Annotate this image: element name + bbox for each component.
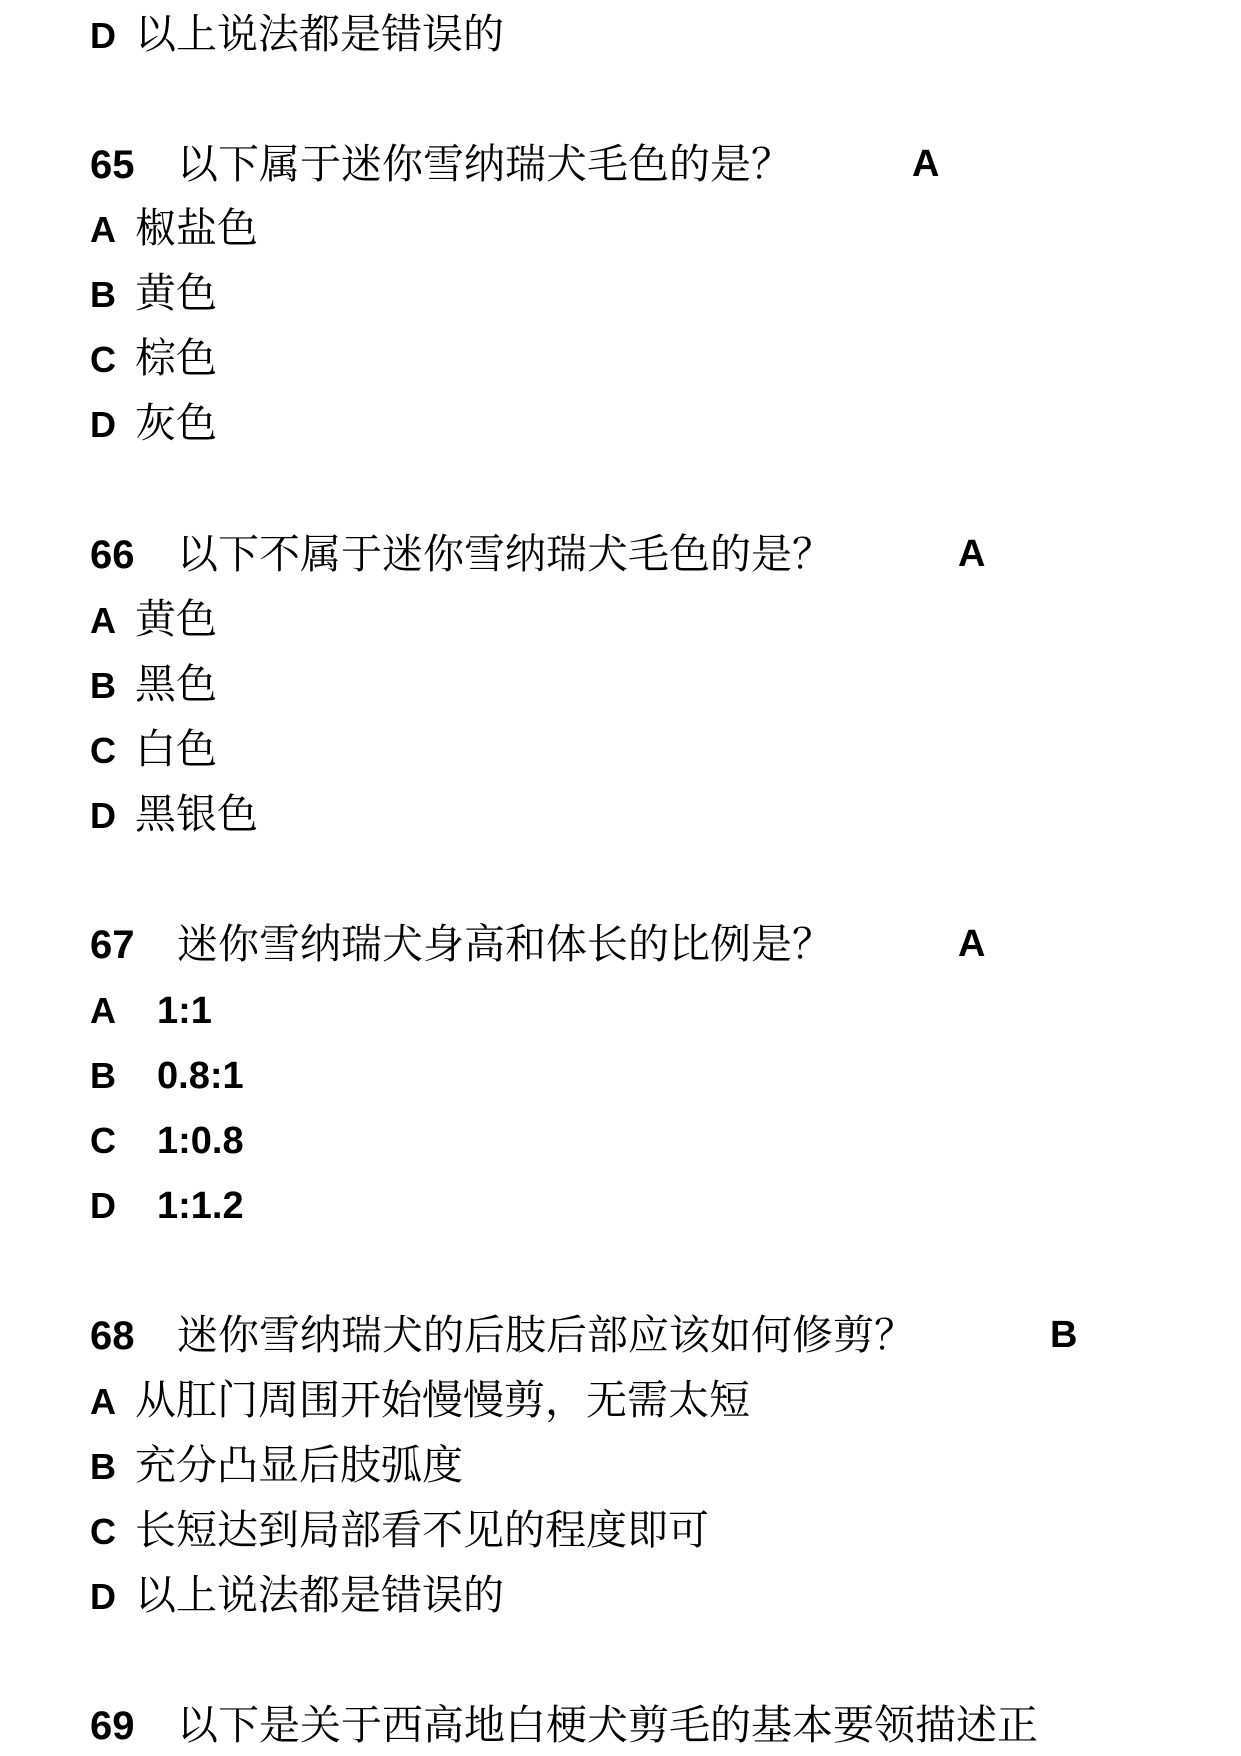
option-letter: D	[90, 15, 116, 56]
option-text: 灰色	[135, 399, 217, 447]
question-number: 67	[90, 923, 135, 967]
option-letter: D	[90, 404, 116, 445]
option-letter: B	[90, 1446, 116, 1487]
option-text: 黑色	[135, 660, 217, 708]
question-number: 69	[90, 1704, 135, 1748]
option-letter: D	[90, 795, 116, 836]
question-text: 以下是关于西高地白梗犬剪毛的基本要领描述正	[177, 1701, 1038, 1749]
option-text: 以上说法都是错误的	[135, 1571, 504, 1619]
option-letter: C	[90, 339, 116, 380]
option-letter: B	[90, 1055, 116, 1096]
option-c	[90, 1109, 244, 1169]
option-text: 长短达到局部看不见的程度即可	[135, 1506, 709, 1554]
option-b	[90, 263, 217, 323]
option-text: 黄色	[135, 269, 217, 317]
question-67	[90, 914, 833, 974]
option-text: 1:0.8	[157, 1120, 244, 1162]
option-text: 黄色	[135, 595, 217, 643]
option-letter: A	[90, 600, 116, 641]
option-d	[90, 1565, 504, 1625]
option-d	[90, 1174, 244, 1234]
option-text: 0.8:1	[157, 1055, 244, 1097]
option-text: 棕色	[135, 334, 217, 382]
question-69	[90, 1695, 1038, 1755]
option-b	[90, 1435, 463, 1495]
option-c	[90, 719, 217, 779]
answer-key: A	[912, 143, 940, 185]
option-b	[90, 654, 217, 714]
question-68	[90, 1305, 915, 1365]
option-d	[90, 784, 258, 844]
option-text: 充分凸显后肢弧度	[135, 1441, 463, 1489]
option-a	[90, 589, 217, 649]
question-number: 68	[90, 1314, 135, 1358]
question-number: 66	[90, 533, 135, 577]
option-letter: C	[90, 1120, 116, 1161]
option-c	[90, 1500, 709, 1560]
question-65	[90, 134, 792, 194]
option-text: 1:1	[157, 990, 212, 1032]
answer-key: A	[958, 923, 986, 965]
option-letter: A	[90, 1381, 116, 1422]
option-letter: D	[90, 1185, 116, 1226]
answer-key: A	[958, 533, 986, 575]
option-letter: A	[90, 209, 116, 250]
option-a	[90, 1370, 750, 1430]
option-text: 从肛门周围开始慢慢剪，无需太短	[135, 1376, 750, 1424]
option-letter: C	[90, 730, 116, 771]
answer-key: B	[1050, 1314, 1078, 1356]
option-text: 以上说法都是错误的	[135, 10, 504, 58]
option-text: 白色	[135, 725, 217, 773]
question-number: 65	[90, 143, 135, 187]
prev-option-d	[90, 4, 504, 64]
option-letter: A	[90, 990, 116, 1031]
option-text: 椒盐色	[135, 204, 258, 252]
option-b	[90, 1044, 244, 1104]
question-66	[90, 524, 833, 584]
question-text: 迷你雪纳瑞犬的后肢后部应该如何修剪？	[177, 1311, 915, 1359]
option-a	[90, 979, 212, 1039]
option-letter: B	[90, 665, 116, 706]
question-text: 以下属于迷你雪纳瑞犬毛色的是？	[177, 140, 792, 188]
option-letter: C	[90, 1511, 116, 1552]
question-text: 迷你雪纳瑞犬身高和体长的比例是？	[177, 920, 833, 968]
option-a	[90, 198, 258, 258]
option-d	[90, 393, 217, 453]
option-c	[90, 328, 217, 388]
option-text: 1:1.2	[157, 1185, 244, 1227]
question-text: 以下不属于迷你雪纳瑞犬毛色的是？	[177, 530, 833, 578]
option-letter: B	[90, 274, 116, 315]
option-text: 黑银色	[135, 790, 258, 838]
option-letter: D	[90, 1576, 116, 1617]
